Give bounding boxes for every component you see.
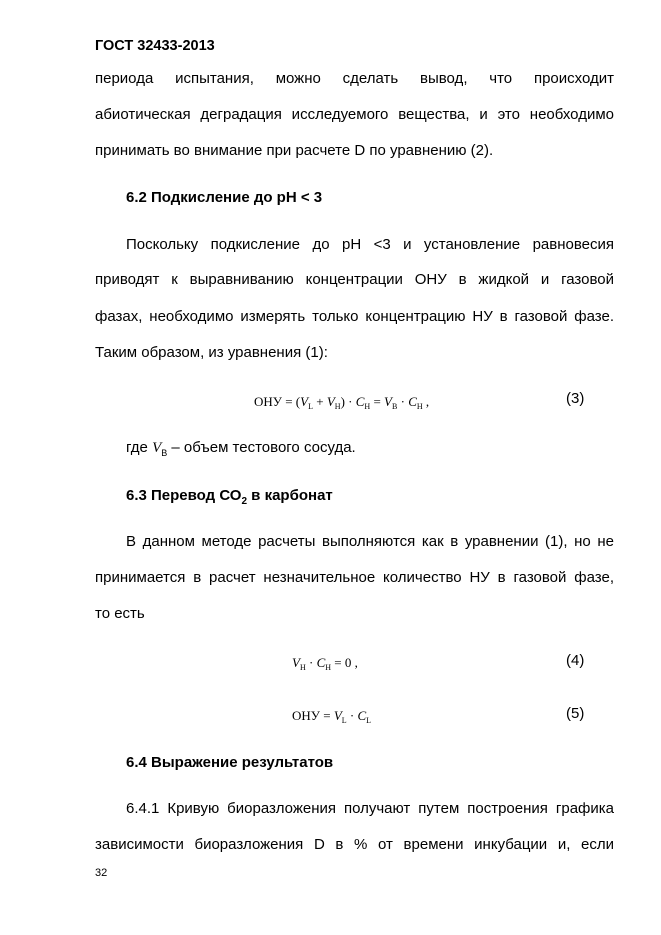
text-line: Поскольку подкисление до рН <3 и установление равновесия [126, 236, 614, 253]
equation-number: (4) [566, 652, 585, 669]
page-number: 32 [95, 867, 108, 879]
equation-number: (5) [566, 705, 585, 722]
equation-4: $V_H \cdot C_H = 0$ , [292, 655, 358, 672]
text-line: 6.4.1 Кривую биоразложения получают путем построения графика [126, 800, 614, 817]
text-line: где $V_B$ – объем тестового сосуда. [126, 439, 356, 458]
equation-number: (3) [566, 390, 585, 407]
text-line: В данном методе расчеты выполняются как в уравнении (1), но не [126, 533, 614, 550]
text-line: то есть [95, 605, 145, 622]
section-heading: 6.3 Перевод $СО_2$ в карбонат [126, 487, 333, 507]
section-heading: 6.4 Выражение результатов [126, 754, 334, 771]
text-line: абиотическая деградация исследуемого вещества, и это необходимо [95, 106, 614, 123]
text-line: Таким образом, из уравнения (1): [95, 344, 328, 361]
section-heading: 6.2 Подкисление до рН < 3 [126, 189, 323, 206]
text-line: принимается в расчет незначительное количество НУ в газовой фазе, [95, 569, 614, 586]
equation-3: ОНУ = $(V_L + V_H) \cdot C_H = V_B \cdot C_H$ , [254, 394, 430, 411]
equation-5: ОНУ = $V_L \cdot C_L$ [292, 708, 372, 725]
document-header: ГОСТ 32433-2013 [95, 38, 215, 54]
text-line: периода испытания, можно сделать вывод, что происходит [95, 70, 614, 87]
text-line: фазах, необходимо измерять только концентрацию НУ в газовой фазе. [95, 308, 614, 325]
text-line: приводят к выравниванию концентрации ОНУ в жидкой и газовой [95, 271, 614, 288]
text-line: принимать во внимание при расчете D по уравнению (2). [95, 142, 494, 159]
text-line: зависимости биоразложения D в % от времени инкубации и, если [95, 836, 614, 853]
